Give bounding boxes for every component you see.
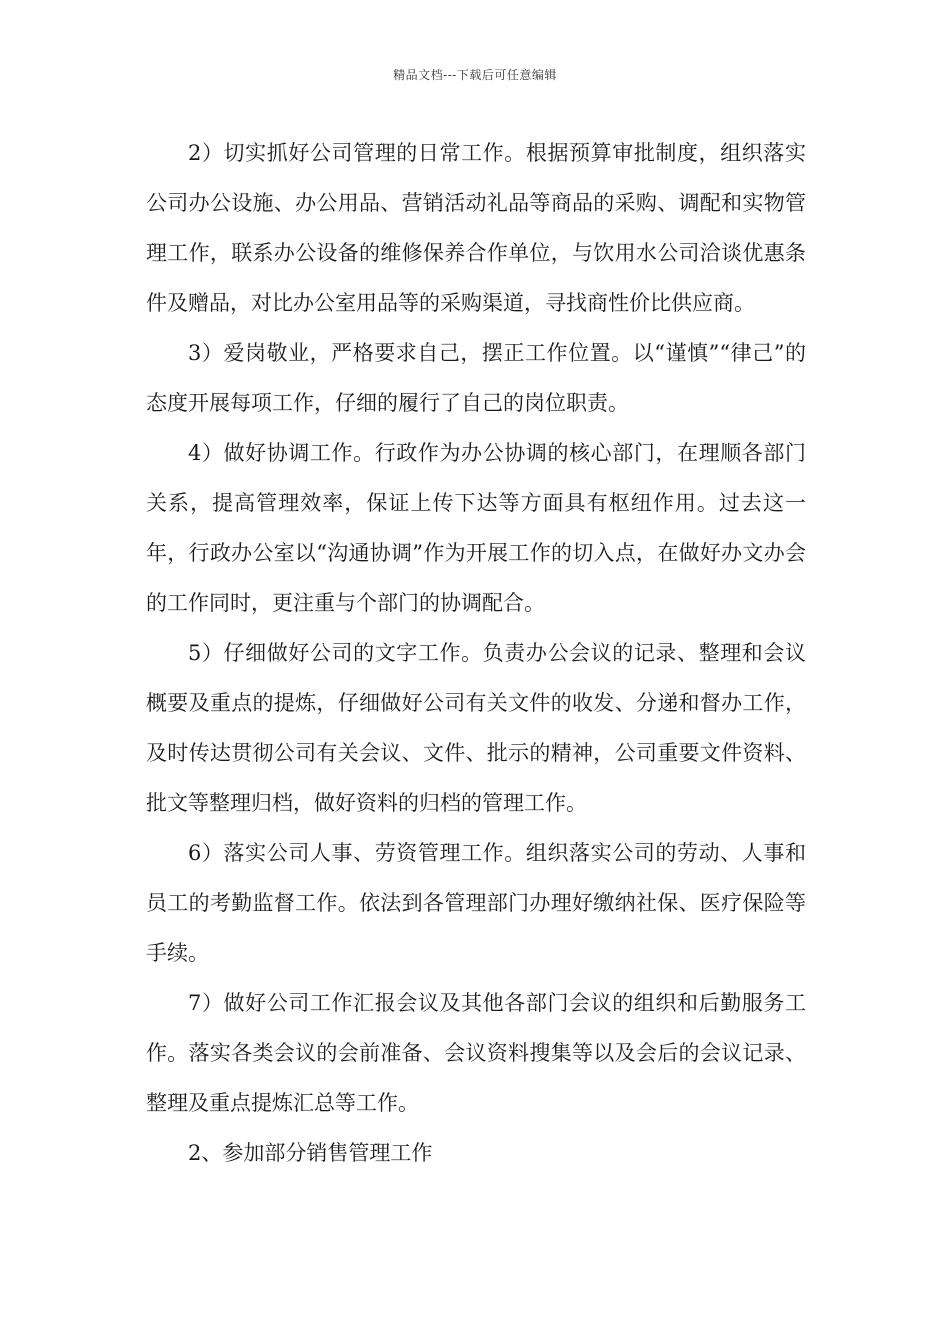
paragraph-daily-management: 2）切实抓好公司管理的日常工作。根据预算审批制度，组织落实公司办公设施、办公用品、营销活动礼品等商品的采购、调配和实物管理工作，联系办公设备的维修保养合作单位，与饮用水公司洽谈优惠条件及赠品，对比办公室用品等的采购渠道，寻找商性价比供应商。 — [146, 141, 806, 315]
paragraph-meetings: 7）做好公司工作汇报会议及其他各部门会议的组织和后勤服务工作。落实各类会议的会前准备、会议资料搜集等以及会后的会议记录、整理及重点提炼汇总等工作。 — [146, 991, 806, 1115]
document-body — [146, 128, 806, 1178]
paragraph-dedication: 3）爱岗敬业，严格要求自己，摆正工作位置。以“谨慎”“律己”的态度开展每项工作，仔细的履行了自己的岗位职责。 — [146, 341, 806, 415]
page-header: 精品文档---下载后可任意编辑 — [393, 68, 557, 82]
paragraph-coordination: 4）做好协调工作。行政作为办公协调的核心部门，在理顺各部门关系，提高管理效率，保证上传下达等方面具有枢纽作用。过去这一年，行政办公室以“沟通协调”作为开展工作的切入点，在做好办文办会的工作同时，更注重与个部门的协调配合。 — [146, 441, 806, 615]
paragraph-personnel: 6）落实公司人事、劳资管理工作。组织落实公司的劳动、人事和员工的考勤监督工作。依法到各管理部门办理好缴纳社保、医疗保险等手续。 — [146, 841, 806, 965]
section-heading-sales: 2、参加部分销售管理工作 — [188, 1141, 433, 1165]
paragraph-text-work: 5）仔细做好公司的文字工作。负责办公会议的记录、整理和会议概要及重点的提炼，仔细做好公司有关文件的收发、分递和督办工作，及时传达贯彻公司有关会议、文件、批示的精神，公司重要文件资料、批文等整理归档，做好资料的归档的管理工作。 — [146, 641, 806, 815]
